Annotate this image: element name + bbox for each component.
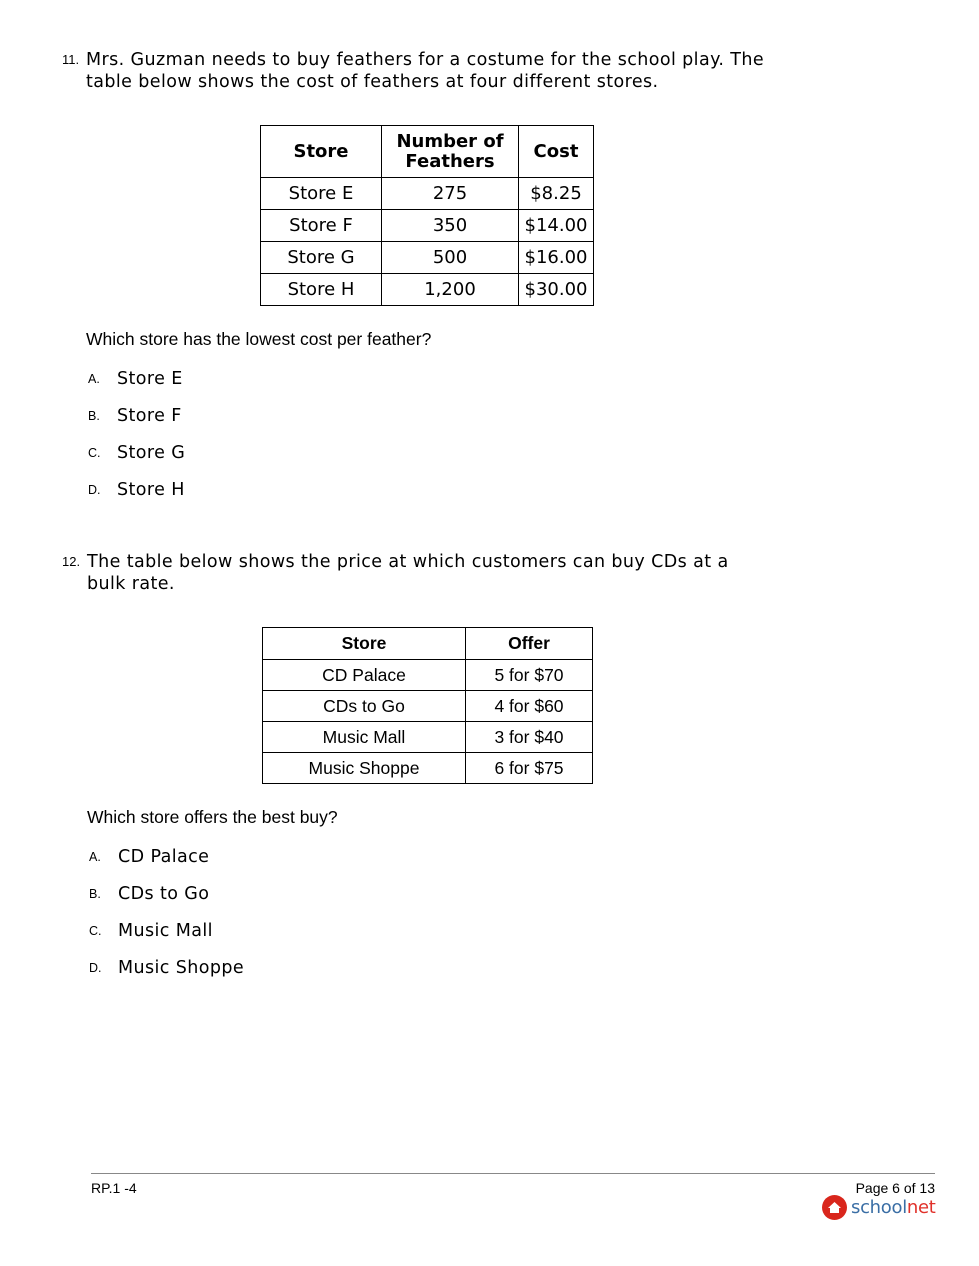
question-number: 11.	[62, 52, 80, 67]
table-cell: 6 for $75	[466, 753, 593, 784]
question-number: 12.	[62, 554, 81, 569]
table-row	[261, 210, 594, 242]
table-cell: Store E	[261, 178, 382, 210]
column-header: Cost	[519, 126, 594, 178]
choice-a[interactable]: Store E	[117, 369, 183, 389]
schoolnet-logo	[821, 1194, 936, 1221]
table-cell: CDs to Go	[263, 691, 466, 722]
choice-letter: A.	[89, 850, 101, 864]
logo-text-net: net	[906, 1197, 936, 1218]
choice-letter: C.	[88, 446, 101, 460]
house-icon	[821, 1194, 848, 1221]
question-text-line: The table below shows the price at which customers can buy CDs at a	[87, 552, 729, 572]
standard-code: RP.1 -4	[91, 1180, 137, 1196]
choice-b[interactable]: CDs to Go	[118, 884, 210, 904]
question-prompt: Which store has the lowest cost per feather?	[86, 329, 432, 349]
choice-letter: A.	[88, 372, 100, 386]
table-cell: $14.00	[519, 210, 594, 242]
table-cell: $8.25	[519, 178, 594, 210]
question-prompt: Which store offers the best buy?	[87, 807, 338, 827]
feathers-table	[260, 125, 594, 306]
table-cell: 500	[382, 242, 519, 274]
table-cell: Music Mall	[263, 722, 466, 753]
table-row	[261, 178, 594, 210]
question-text	[87, 551, 729, 595]
choice-c[interactable]: Store G	[117, 443, 186, 463]
table-cell: $30.00	[519, 274, 594, 306]
question-text-line: bulk rate.	[87, 574, 175, 594]
footer-divider	[91, 1173, 935, 1174]
table-cell: 4 for $60	[466, 691, 593, 722]
choice-a[interactable]: CD Palace	[118, 847, 210, 867]
table-cell: Store H	[261, 274, 382, 306]
table-cell: 1,200	[382, 274, 519, 306]
choice-b[interactable]: Store F	[117, 406, 182, 426]
table-cell: 350	[382, 210, 519, 242]
table-row	[263, 753, 593, 784]
table-cell: 3 for $40	[466, 722, 593, 753]
table-row	[263, 722, 593, 753]
choice-d[interactable]: Store H	[117, 480, 185, 500]
choice-letter: B.	[89, 887, 101, 901]
choice-c[interactable]: Music Mall	[118, 921, 213, 941]
logo-text-school: school	[851, 1197, 907, 1218]
choice-letter: B.	[88, 409, 100, 423]
choice-letter: D.	[89, 961, 102, 975]
table-cell: $16.00	[519, 242, 594, 274]
choice-d[interactable]: Music Shoppe	[118, 958, 245, 978]
table-row	[261, 242, 594, 274]
table-cell: Store F	[261, 210, 382, 242]
table-cell: Store G	[261, 242, 382, 274]
table-row	[263, 691, 593, 722]
column-header: Store	[261, 126, 382, 178]
table-row	[261, 274, 594, 306]
question-text	[86, 49, 764, 93]
table-row	[263, 660, 593, 691]
table-cell: 5 for $70	[466, 660, 593, 691]
choice-letter: C.	[89, 924, 102, 938]
question-text-line: Mrs. Guzman needs to buy feathers for a costume for the school play. The	[86, 50, 764, 70]
column-header: Number of Feathers	[382, 126, 519, 178]
choice-letter: D.	[88, 483, 101, 497]
cd-offers-table	[262, 627, 593, 784]
column-header: Offer	[466, 628, 593, 660]
page-number: Page 6 of 13	[855, 1180, 935, 1196]
question-text-line: table below shows the cost of feathers at four different stores.	[86, 72, 659, 92]
table-cell: CD Palace	[263, 660, 466, 691]
column-header: Store	[263, 628, 466, 660]
table-cell: 275	[382, 178, 519, 210]
table-cell: Music Shoppe	[263, 753, 466, 784]
